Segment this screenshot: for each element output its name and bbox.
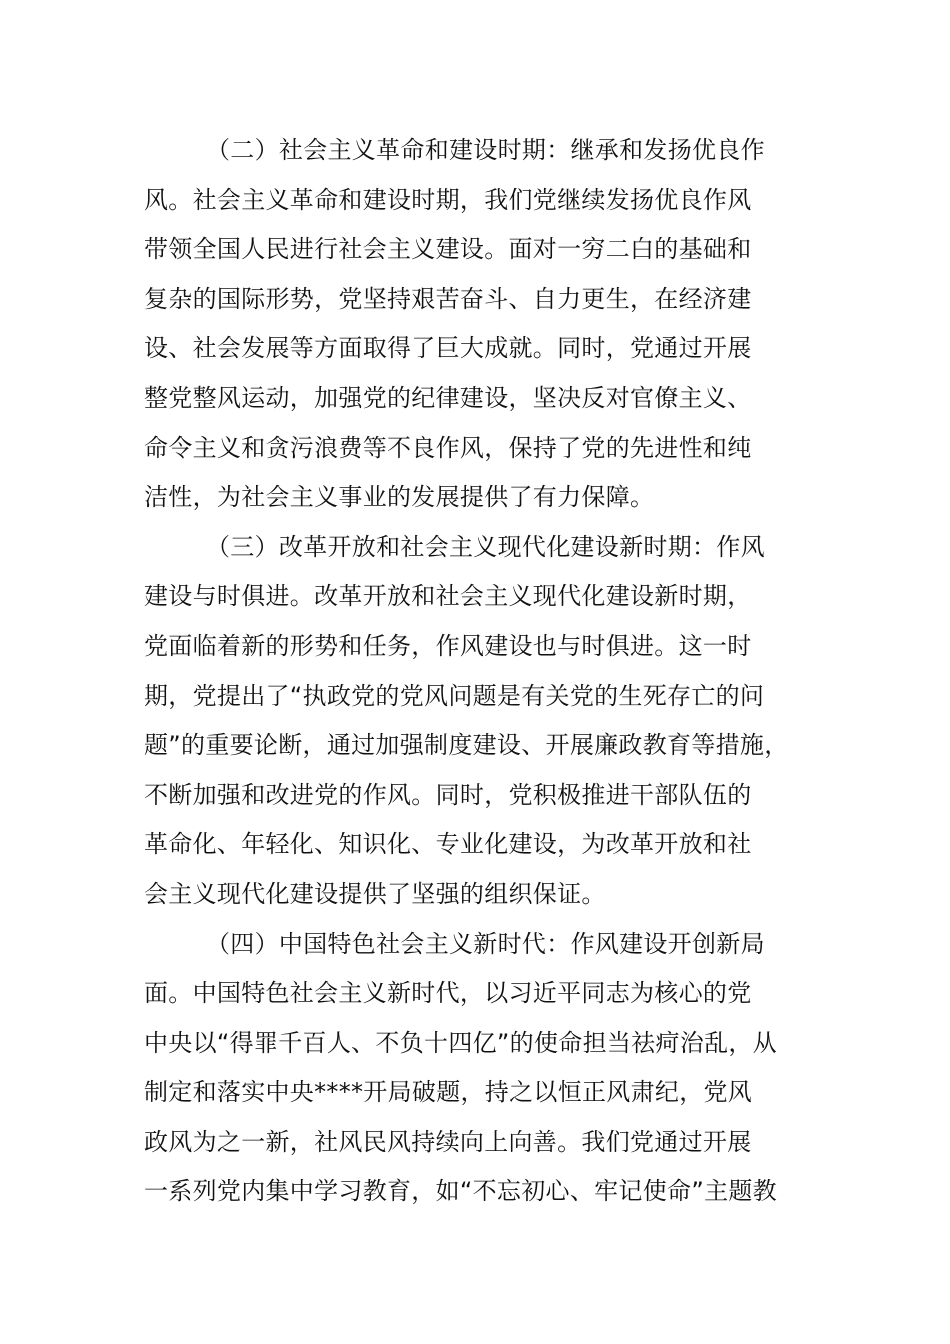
text-line: 建设与时俱进。改革开放和社会主义现代化建设新时期，: [144, 582, 752, 611]
paragraph-new-era: [144, 920, 816, 1218]
text-line: 整党整风运动，加强党的纪律建设，坚决反对官僚主义、: [144, 383, 752, 412]
paragraph-reform-opening: [144, 523, 816, 920]
text-line: 风。社会主义革命和建设时期，我们党继续发扬优良作风: [144, 185, 752, 214]
text-line: 革命化、年轻化、知识化、专业化建设，为改革开放和社: [144, 830, 752, 859]
text-line: 复杂的国际形势，党坚持艰苦奋斗、自力更生，在经济建: [144, 284, 752, 313]
text-line: 设、社会发展等方面取得了巨大成就。同时，党通过开展: [144, 334, 752, 363]
text-line: 会主义现代化建设提供了坚强的组织保证。: [144, 879, 606, 908]
text-line: （三）改革开放和社会主义现代化建设新时期：作风: [206, 532, 765, 561]
text-line: 政风为之一新，社风民风持续向上向善。我们党通过开展: [144, 1127, 752, 1156]
text-line: 命令主义和贪污浪费等不良作风，保持了党的先进性和纯: [144, 433, 752, 462]
text-line: 中央以“得罪千百人、不负十四亿”的使命担当祛疴治乱，从: [144, 1028, 777, 1057]
text-line: 不断加强和改进党的作风。同时，党积极推进干部队伍的: [144, 780, 752, 809]
text-line: （二）社会主义革命和建设时期：继承和发扬优良作: [206, 136, 765, 164]
text-line: 洁性，为社会主义事业的发展提供了有力保障。: [144, 483, 655, 512]
text-line: 面。中国特色社会主义新时代，以习近平同志为核心的党: [144, 979, 752, 1008]
text-line: 一系列党内集中学习教育，如“不忘初心、牢记使命”主题教: [144, 1177, 777, 1206]
document-body: [144, 126, 816, 1217]
text-line: 期，党提出了“执政党的党风问题是有关党的生死存亡的问: [144, 681, 765, 710]
text-line: 带领全国人民进行社会主义建设。面对一穷二白的基础和: [144, 235, 752, 264]
text-line: （四）中国特色社会主义新时代：作风建设开创新局: [206, 929, 765, 958]
paragraph-socialist-revolution: [144, 126, 816, 523]
text-line: 制定和落实中央****开局破题，持之以恒正风肃纪，党风: [144, 1078, 753, 1107]
text-line: 党面临着新的形势和任务，作风建设也与时俱进。这一时: [144, 631, 752, 660]
text-line: 题”的重要论断，通过加强制度建设、开展廉政教育等措施，: [144, 731, 789, 760]
